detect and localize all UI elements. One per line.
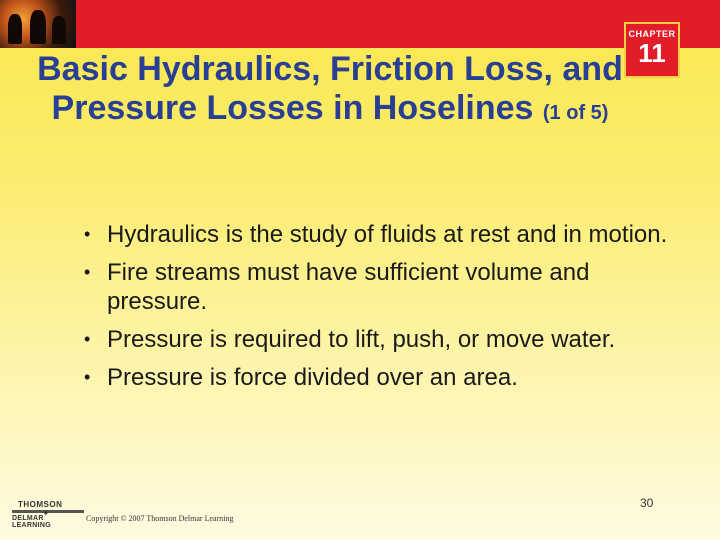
bullet-item: • Fire streams must have sufficient volume and pressure. [84,258,684,316]
slide-title [30,50,630,133]
firefighters-photo [0,0,76,48]
page-number: 30 [640,496,654,510]
bullet-list [84,220,684,401]
bullet-item: • Pressure is force divided over an area. [84,363,684,392]
chapter-number: 11 [638,38,666,68]
bullet-item: • Hydraulics is the study of fluids at rest and in motion. [84,220,684,249]
firefighter-silhouette [8,14,22,44]
bullet-item: • Pressure is required to lift, push, or move water. [84,325,684,354]
thomson-delmar-logo [12,500,84,529]
logo-top-text: THOMSON [18,500,63,509]
chapter-label: CHAPTER [628,29,676,39]
header-bar [0,0,720,48]
slide-title-text: Basic Hydraulics, Friction Loss, and Pressure Losses in Hoselines [37,50,623,127]
firefighter-silhouette [30,10,46,44]
copyright-notice: Copyright © 2007 Thomson Delmar Learning [86,514,234,523]
logo-star-icon: ✦ [42,508,50,518]
chapter-badge [626,24,678,76]
logo-bottom-text: DELMAR LEARNING [12,515,51,529]
slide-title-suffix: (1 of 5) [542,102,609,124]
firefighter-silhouette [52,16,66,44]
